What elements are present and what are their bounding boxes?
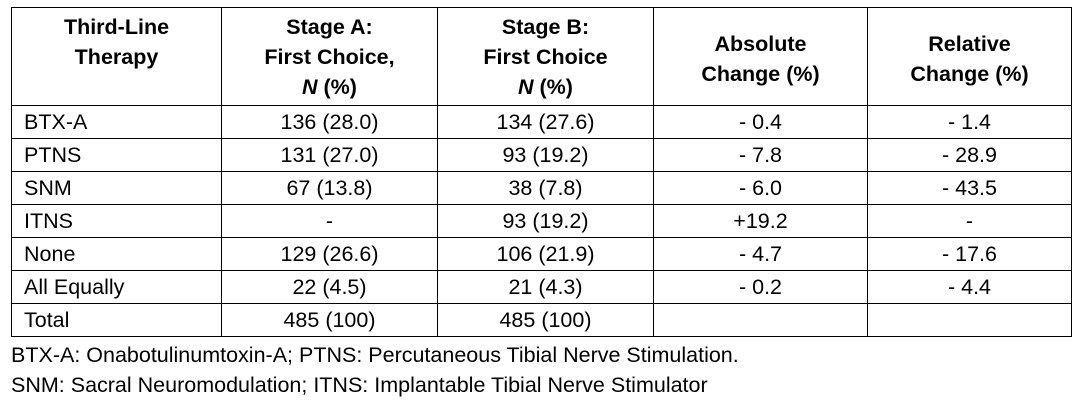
table-row <box>12 172 1072 205</box>
cell-stage-b: 93 (19.2) <box>438 205 654 238</box>
table-footnotes <box>11 340 1071 400</box>
cell-stage-b: 134 (27.6) <box>438 106 654 139</box>
cell-stage-a: 129 (26.6) <box>222 238 438 271</box>
cell-absolute-change: - 7.8 <box>654 139 868 172</box>
cell-relative-change: - 1.4 <box>868 106 1072 139</box>
cell-stage-b: 21 (4.3) <box>438 271 654 304</box>
cell-absolute-change <box>654 304 868 337</box>
cell-stage-b: 38 (7.8) <box>438 172 654 205</box>
cell-therapy: BTX-A <box>12 106 222 139</box>
cell-stage-a: 485 (100) <box>222 304 438 337</box>
cell-absolute-change: - 0.4 <box>654 106 868 139</box>
cell-stage-b: 106 (21.9) <box>438 238 654 271</box>
cell-therapy: PTNS <box>12 139 222 172</box>
table-body <box>12 106 1072 337</box>
table-header <box>12 8 1072 106</box>
table-row <box>12 139 1072 172</box>
document-content <box>11 7 1071 400</box>
table-row-total <box>12 304 1072 337</box>
cell-relative-change: - <box>868 205 1072 238</box>
footnote-line: BTX-A: Onabotulinumtoxin-A; PTNS: Percutaneous Tibial Nerve Stimulation. <box>11 343 739 367</box>
cell-therapy: Total <box>12 304 222 337</box>
header-absolute-change: Absolute Change (%) <box>654 8 868 106</box>
header-therapy: Third-Line Therapy <box>12 8 222 106</box>
cell-relative-change: - 17.6 <box>868 238 1072 271</box>
cell-stage-a: 136 (28.0) <box>222 106 438 139</box>
header-stage-a: Stage A: First Choice, N (%) <box>222 8 438 106</box>
cell-stage-a: 67 (13.8) <box>222 172 438 205</box>
header-stage-b: Stage B: First Choice N (%) <box>438 8 654 106</box>
cell-stage-a: 22 (4.5) <box>222 271 438 304</box>
cell-relative-change <box>868 304 1072 337</box>
cell-relative-change: - 43.5 <box>868 172 1072 205</box>
cell-absolute-change: - 0.2 <box>654 271 868 304</box>
cell-absolute-change: - 6.0 <box>654 172 868 205</box>
cell-therapy: SNM <box>12 172 222 205</box>
cell-relative-change: - 28.9 <box>868 139 1072 172</box>
table-row <box>12 106 1072 139</box>
cell-absolute-change: - 4.7 <box>654 238 868 271</box>
cell-stage-a: 131 (27.0) <box>222 139 438 172</box>
header-relative-change: Relative Change (%) <box>868 8 1072 106</box>
cell-therapy: ITNS <box>12 205 222 238</box>
third-line-therapy-table <box>11 7 1072 337</box>
cell-therapy: None <box>12 238 222 271</box>
cell-absolute-change: +19.2 <box>654 205 868 238</box>
cell-relative-change: - 4.4 <box>868 271 1072 304</box>
cell-stage-a: - <box>222 205 438 238</box>
table-row <box>12 271 1072 304</box>
header-row <box>12 8 1072 106</box>
footnote-line: SNM: Sacral Neuromodulation; ITNS: Implantable Tibial Nerve Stimulator <box>11 373 708 397</box>
cell-stage-b: 485 (100) <box>438 304 654 337</box>
table-row <box>12 205 1072 238</box>
table-row <box>12 238 1072 271</box>
cell-stage-b: 93 (19.2) <box>438 139 654 172</box>
cell-therapy: All Equally <box>12 271 222 304</box>
